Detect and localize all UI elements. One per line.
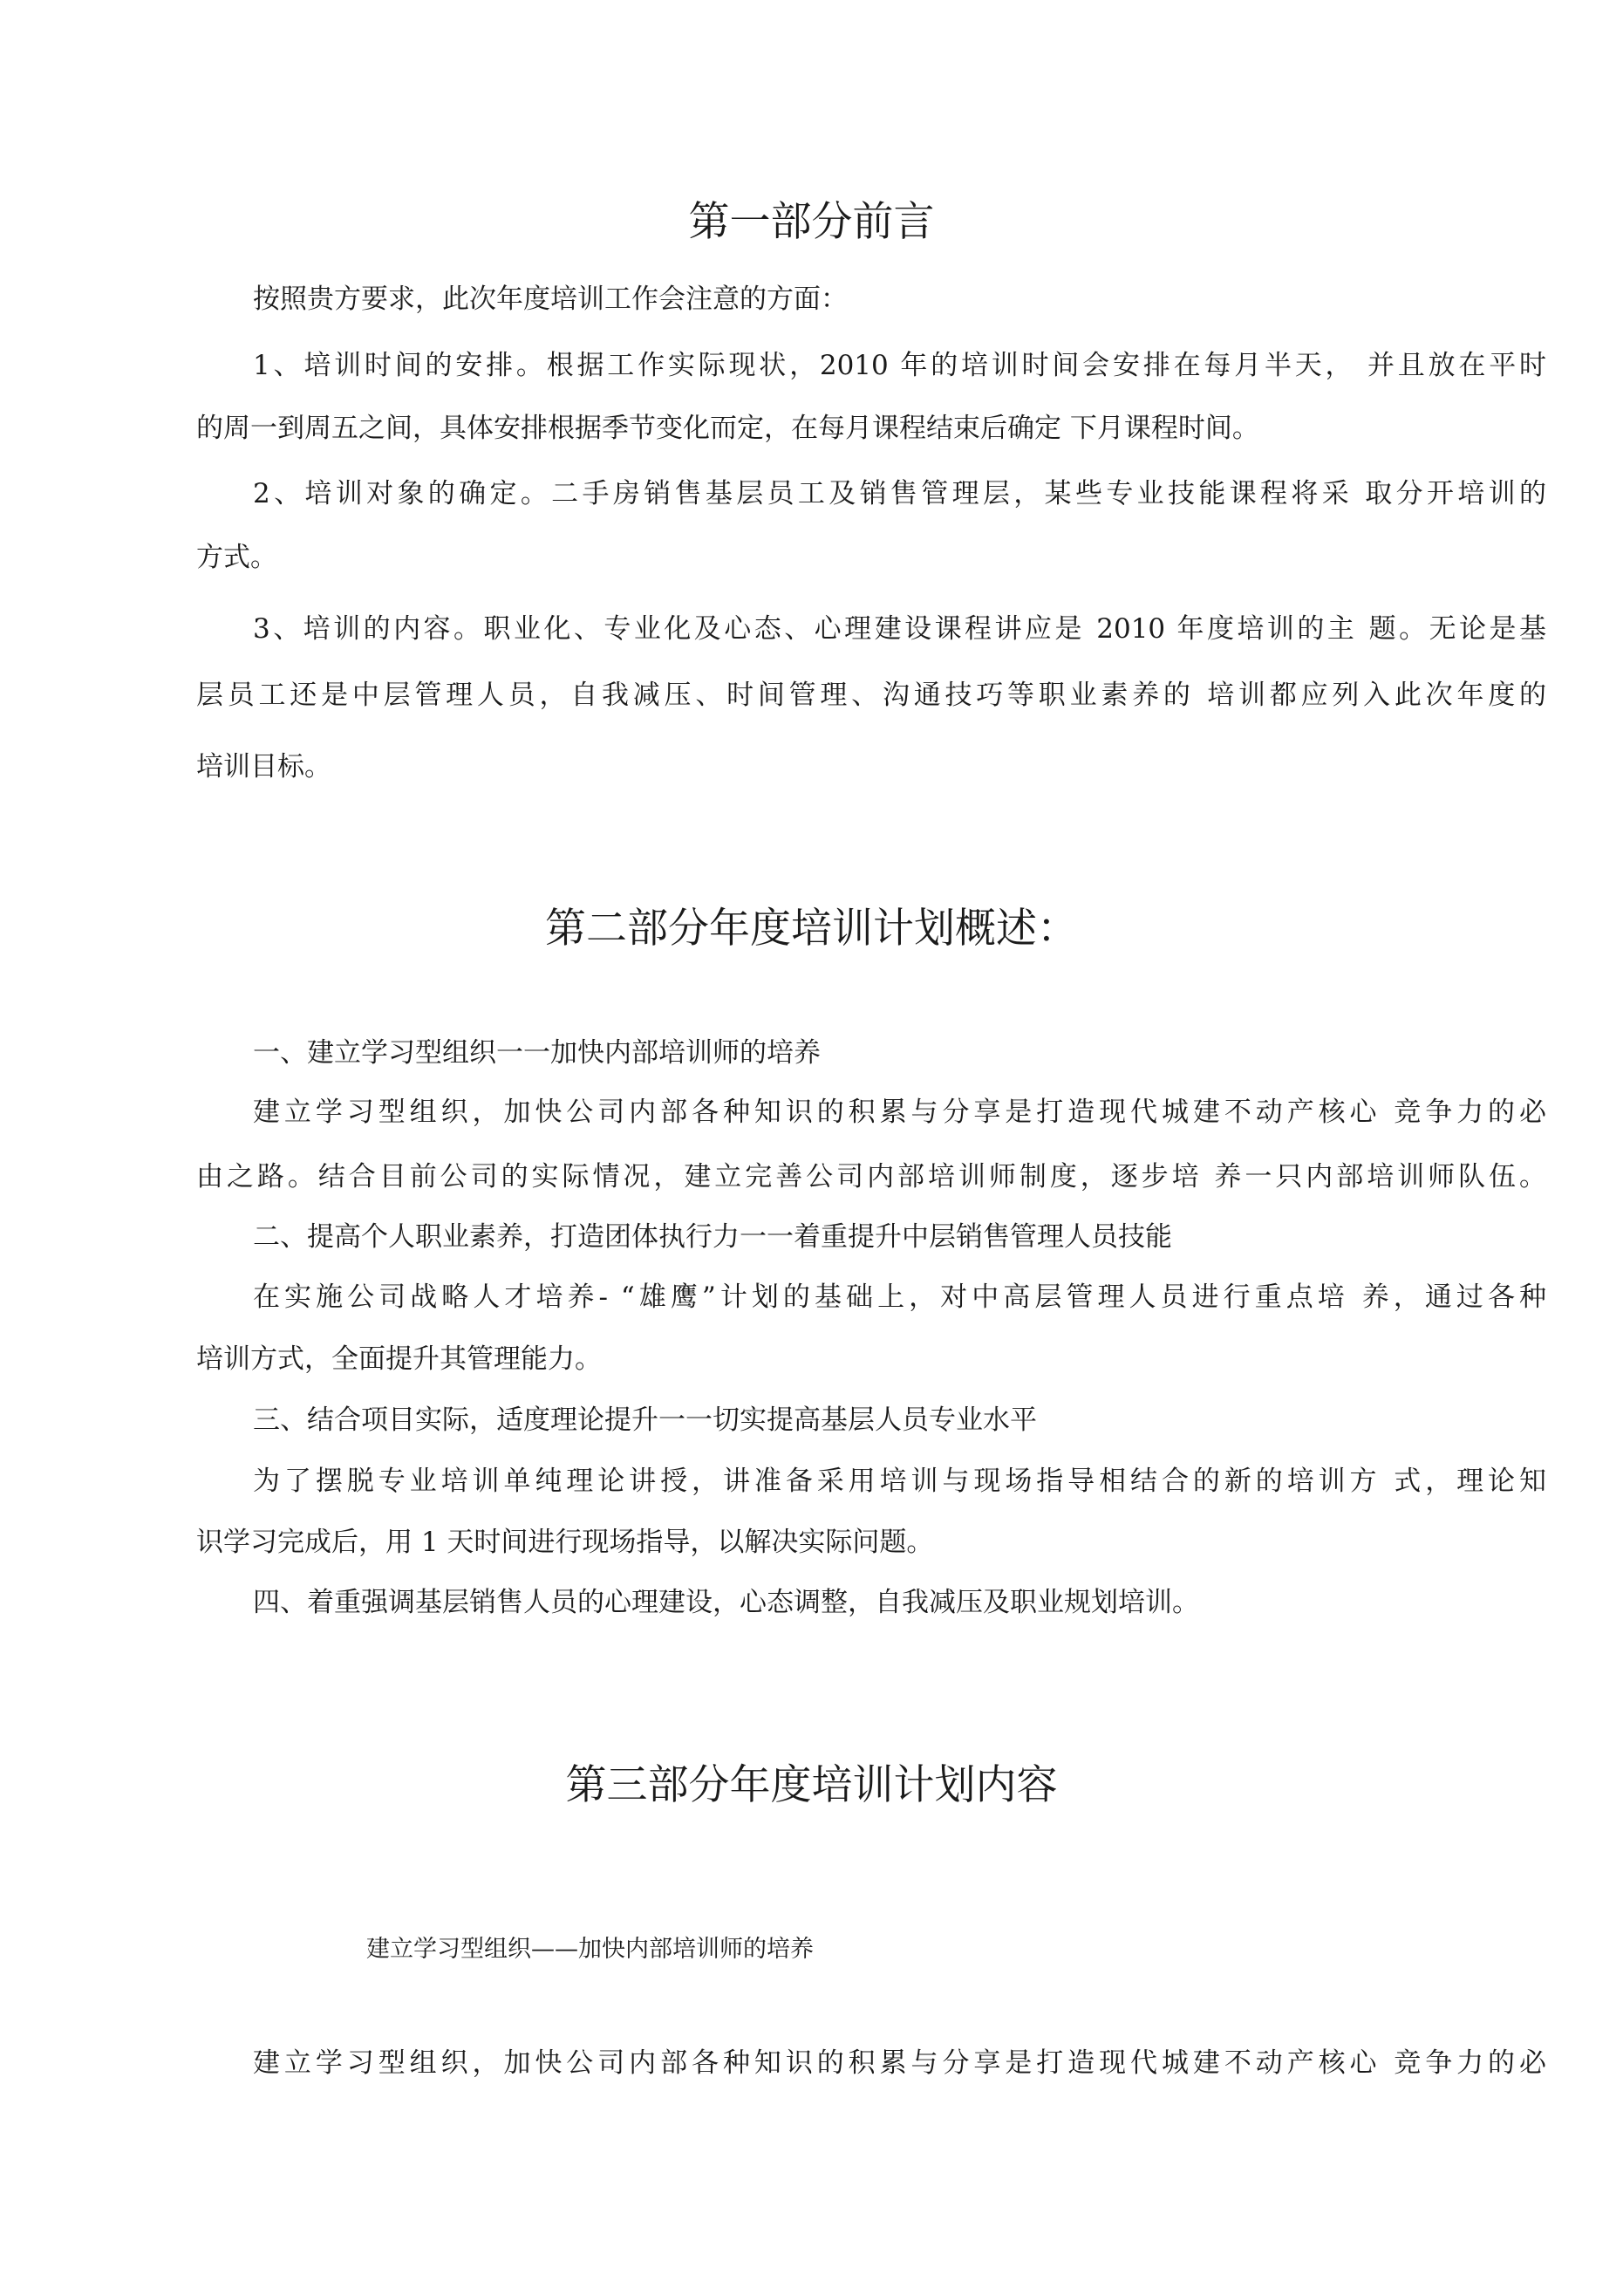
section2-item3-title: 三、结合项目实际，适度理论提升一一切实提高基层人员专业水平	[253, 1404, 1037, 1436]
section1-point3-line2: 层员工还是中层管理人员，自我减压、时间管理、沟通技巧等职业素养的 培训都应列入此次年度的	[196, 680, 1546, 711]
section3-title: 第三部分年度培训计划内容	[565, 1761, 1058, 1809]
section1-title: 第一部分前言	[688, 198, 935, 246]
section2-item2-line2: 培训方式，全面提升其管理能力。	[196, 1343, 602, 1375]
section3-line1: 建立学习型组织，加快公司内部各种知识的积累与分享是打造现代城建不动产核心 竞争力的必	[253, 2047, 1546, 2079]
section2-item1-title: 一、建立学习型组织一一加快内部培训师的培养	[253, 1037, 821, 1069]
section2-item2-line1: 在实施公司战略人才培养- “雄鹰”计划的基础上，对中高层管理人员进行重点培 养，通过各种	[253, 1281, 1546, 1313]
section1-point1-line2: 的周一到周五之间，具体安排根据季节变化而定，在每月课程结束后确定 下月课程时间。	[196, 413, 1259, 444]
section3-subtitle: 建立学习型组织——加快内部培训师的培养	[366, 1936, 814, 1963]
section1-point2-line1: 2、培训对象的确定。二手房销售基层员工及销售管理层，某些专业技能课程将采 取分开培训的	[253, 478, 1546, 509]
section2-item4-title: 四、着重强调基层销售人员的心理建设，心态调整，自我减压及职业规划培训。	[253, 1587, 1199, 1618]
section1-point3-line3: 培训目标。	[196, 751, 331, 782]
section2-item3-line2: 识学习完成后，用 1 天时间进行现场指导，以解决实际问题。	[196, 1527, 934, 1558]
section1-intro: 按照贵方要求，此次年度培训工作会注意的方面：	[253, 284, 848, 315]
section1-point1-line1: 1、培训时间的安排。根据工作实际现状，2010 年的培训时间会安排在每月半天， 并且放在平时	[253, 350, 1546, 381]
section1-point3-line1: 3、培训的内容。职业化、专业化及心态、心理建设课程讲应是 2010 年度培训的主 题。无论是基	[253, 613, 1546, 645]
section2-item3-line1: 为了摆脱专业培训单纯理论讲授，讲准备采用培训与现场指导相结合的新的培训方 式，理论知	[253, 1466, 1546, 1497]
section2-title: 第二部分年度培训计划概述：	[545, 905, 1078, 953]
section2-item2-title: 二、提高个人职业素养，打造团体执行力一一着重提升中层销售管理人员技能	[253, 1221, 1172, 1253]
section1-point2-line2: 方式。	[196, 542, 277, 573]
section2-item1-line1: 建立学习型组织，加快公司内部各种知识的积累与分享是打造现代城建不动产核心 竞争力的必	[253, 1097, 1546, 1128]
section2-item1-line2: 由之路。结合目前公司的实际情况，建立完善公司内部培训师制度，逐步培 养一只内部培训师队伍。	[196, 1161, 1546, 1192]
